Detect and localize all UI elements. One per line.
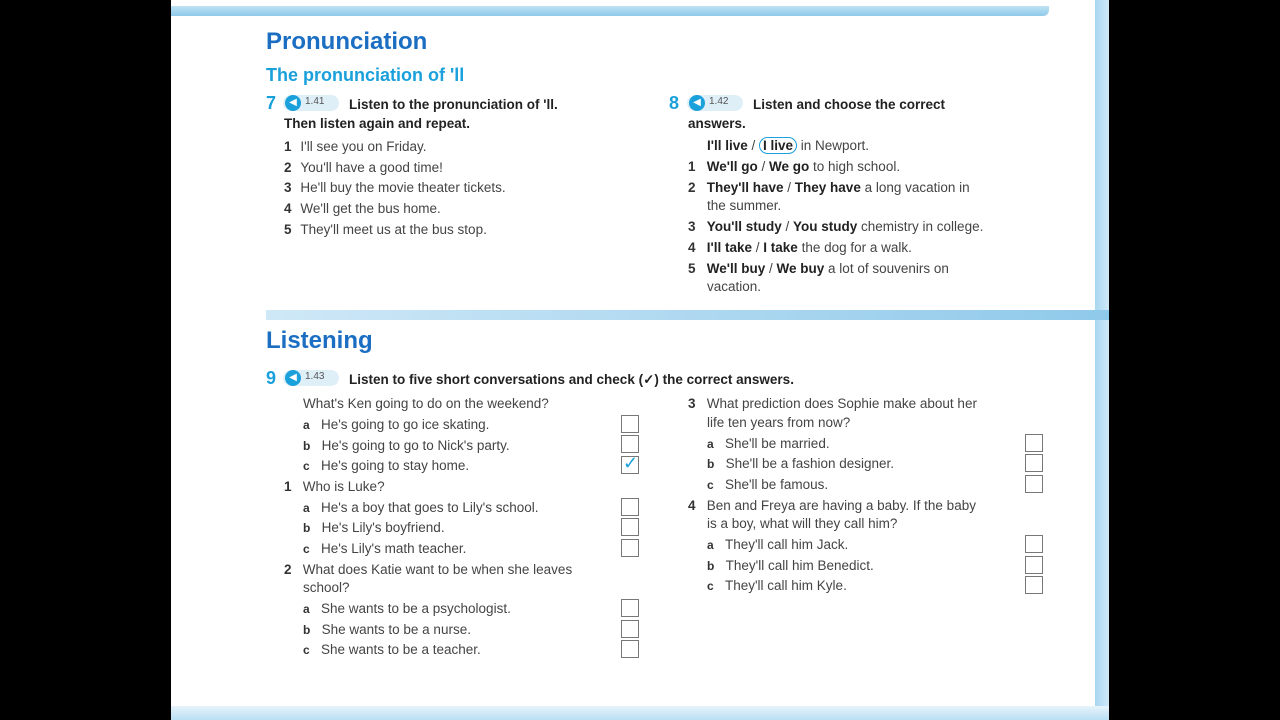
answer-checkbox-checked[interactable]	[621, 453, 639, 474]
exercise-7-number: 7	[266, 93, 277, 113]
right-edge-band	[1095, 0, 1109, 720]
answer-checkbox[interactable]	[1025, 475, 1043, 493]
list-item: 4 We'll get the bus home.	[284, 201, 441, 216]
exercise-8-instruction-cont: answers.	[688, 116, 746, 131]
speaker-icon: ◀	[285, 95, 301, 111]
answer-checkbox[interactable]	[1025, 454, 1043, 472]
pronunciation-subheading: The pronunciation of 'll	[266, 65, 465, 85]
answer-checkbox[interactable]	[1025, 535, 1043, 553]
audio-track-1-42[interactable]	[687, 95, 743, 111]
listening-heading: Listening	[266, 327, 373, 354]
list-item: 2 They'll have / They have a long vacation in	[688, 180, 970, 195]
list-item: 5 We'll buy / We buy a lot of souvenirs on	[688, 261, 949, 276]
answer-checkbox[interactable]	[621, 435, 639, 453]
exercise-8-instruction: Listen and choose the correct	[753, 97, 946, 112]
exercise-9-instruction: Listen to five short conversations and check (✓) the correct answers.	[349, 372, 794, 387]
question-cont: is a boy, what will they call him?	[707, 516, 898, 531]
question-example: What's Ken going to do on the weekend?	[303, 396, 549, 411]
pronunciation-heading: Pronunciation	[266, 28, 428, 55]
list-item-cont: vacation.	[707, 279, 762, 294]
option: a She'll be married.	[707, 436, 830, 451]
list-item: 3 You'll study / You study chemistry in college.	[688, 219, 984, 234]
answer-checkbox[interactable]	[621, 415, 639, 433]
check-icon: ✓	[623, 453, 639, 473]
circled-answer: I live	[759, 137, 797, 154]
exercise-9-number: 9	[266, 368, 277, 388]
track-number: 1.41	[305, 96, 325, 107]
answer-checkbox[interactable]	[621, 599, 639, 617]
speaker-icon: ◀	[285, 370, 301, 386]
workbook-page	[171, 0, 1109, 720]
option: c They'll call him Kyle.	[707, 578, 847, 593]
option: b She wants to be a nurse.	[303, 622, 471, 637]
option: b He's Lily's boyfriend.	[303, 520, 445, 535]
audio-track-1-41[interactable]	[283, 95, 339, 111]
option: a They'll call him Jack.	[707, 537, 849, 552]
option: a He's going to go ice skating.	[303, 417, 490, 432]
list-item: 1 I'll see you on Friday.	[284, 139, 427, 154]
question-cont: life ten years from now?	[707, 415, 851, 430]
bottom-edge-band	[171, 706, 1109, 720]
exercise-8-number: 8	[669, 93, 680, 113]
option: a He's a boy that goes to Lily's school.	[303, 500, 539, 515]
list-item-cont: the summer.	[707, 198, 782, 213]
option: c He's going to stay home.	[303, 458, 470, 473]
exercise-7-instruction: Listen to the pronunciation of 'll.	[349, 97, 558, 112]
list-item: 2 You'll have a good time!	[284, 160, 443, 175]
list-item: 1 We'll go / We go to high school.	[688, 159, 901, 174]
answer-checkbox[interactable]	[1025, 556, 1043, 574]
question-cont: school?	[303, 580, 350, 595]
answer-checkbox[interactable]	[621, 539, 639, 557]
list-item: 3 He'll buy the movie theater tickets.	[284, 180, 506, 195]
answer-checkbox[interactable]	[621, 620, 639, 638]
question: 2 What does Katie want to be when she leaves	[284, 562, 573, 577]
section-divider	[266, 310, 1109, 320]
answer-checkbox[interactable]	[1025, 576, 1043, 594]
question: 1 Who is Luke?	[284, 479, 385, 494]
top-band	[171, 0, 1109, 18]
example-item: I'll live / I live in Newport.	[707, 138, 870, 153]
option: c He's Lily's math teacher.	[303, 541, 467, 556]
answer-checkbox[interactable]	[621, 640, 639, 658]
option: c She wants to be a teacher.	[303, 642, 481, 657]
list-item: 5 They'll meet us at the bus stop.	[284, 222, 487, 237]
question: 3 What prediction does Sophie make about her	[688, 396, 977, 411]
answer-checkbox[interactable]	[1025, 434, 1043, 452]
exercise-7-instruction-cont: Then listen again and repeat.	[284, 116, 471, 131]
option: b He's going to go to Nick's party.	[303, 438, 510, 453]
option: b She'll be a fashion designer.	[707, 456, 895, 471]
list-item: 4 I'll take / I take the dog for a walk.	[688, 240, 912, 255]
option: b They'll call him Benedict.	[707, 558, 874, 573]
answer-checkbox[interactable]	[621, 518, 639, 536]
option: c She'll be famous.	[707, 477, 829, 492]
audio-track-1-43[interactable]	[283, 370, 339, 386]
option: a She wants to be a psychologist.	[303, 601, 511, 616]
answer-checkbox[interactable]	[621, 498, 639, 516]
track-number: 1.42	[709, 96, 729, 107]
question: 4 Ben and Freya are having a baby. If the baby	[688, 498, 976, 513]
speaker-icon: ◀	[689, 95, 705, 111]
track-number: 1.43	[305, 371, 325, 382]
